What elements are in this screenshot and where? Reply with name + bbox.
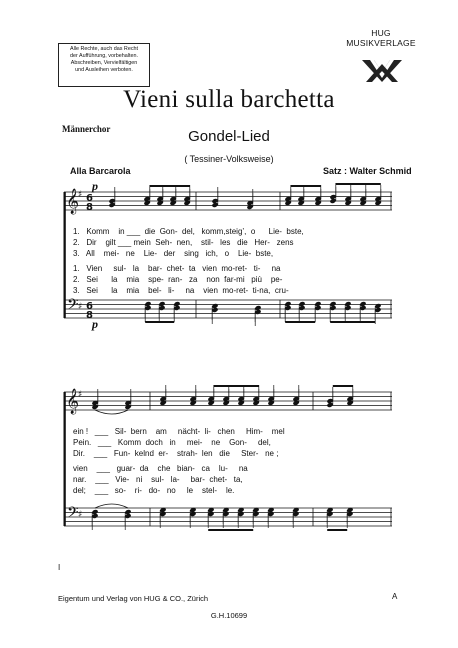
clef-icon: 𝄞 xyxy=(66,389,80,414)
time-signature-top: 6 xyxy=(86,301,93,312)
lyric-line: Dir. ___ Fun- kelnd er- strah- len die Ster- ne ; xyxy=(73,449,279,458)
lyric-line: 2. Dir gilt ___ mein Seh- nen, stil- les die Her- zens xyxy=(73,238,294,247)
lyric-line: 3. Sei la mia bel- li- na vien mo-ret- ti-na, cru- xyxy=(73,286,289,295)
rights-line: und Ausleihen verboten. xyxy=(75,67,133,73)
dynamic-lower: p xyxy=(92,317,98,331)
subtitle: Gondel-Lied xyxy=(188,128,270,145)
time-signature-bottom: 8 xyxy=(86,202,93,213)
lyric-line: 2. Sei la mia spe- ran- za non far-mi più pe- xyxy=(73,275,283,284)
page-number: I xyxy=(58,563,61,572)
clef-icon: 𝄢 xyxy=(67,296,79,317)
page-mark: A xyxy=(392,592,398,601)
clef-icon: 𝄢 xyxy=(67,504,79,525)
time-signature-bottom: 8 xyxy=(86,310,93,321)
lyric-line: ein ! ___ Sil- bern am nächt- li- chen Him- mel xyxy=(73,427,285,436)
lyric-line: 3. All mei- ne Lie- der sing ich, o Lie- bste, xyxy=(73,249,274,258)
page-title: Vieni sulla barchetta xyxy=(123,86,335,113)
time-signature-top: 6 xyxy=(86,193,93,204)
arranger-credit: Satz : Walter Schmid xyxy=(323,166,412,176)
dynamic-upper: p xyxy=(92,179,98,193)
key-signature-icon: ♯ xyxy=(78,302,83,312)
rights-line: Alle Rechte, auch das Recht xyxy=(69,46,139,52)
key-signature-icon: ♯ xyxy=(78,510,83,520)
tie xyxy=(95,504,128,508)
voices-label: Männerchor xyxy=(62,124,111,134)
lyric-line: 1. Komm in ___ die Gon- del, komm,steig’, o Lie- bste, xyxy=(73,227,304,236)
publisher-line-1: HUG xyxy=(371,28,391,38)
plate-number: G.H.10699 xyxy=(210,611,248,620)
rights-line: Abschreiben, Vervielfältigen xyxy=(70,60,138,66)
footer-imprint: Eigentum und Verlag von HUG & CO., Zürich xyxy=(58,594,209,603)
tempo-marking: Alla Barcarola xyxy=(70,166,131,176)
lyric-line: del; ___ so- ri- do- no le stel- le. xyxy=(73,486,235,495)
lyric-line: Pein. ___ Komm doch in mei- ne Gon- del, xyxy=(73,438,271,447)
key-signature-icon: ♯ xyxy=(78,390,83,400)
tie xyxy=(95,410,128,414)
rights-line: der Aufführung, vorbehalten. xyxy=(70,53,138,59)
lyric-line: nar. ___ Vie- ni sul- la- bar- chet- ta, xyxy=(73,475,243,484)
publisher-line-2: MUSIKVERLAGE xyxy=(346,38,416,48)
lyric-line: 1. Vien sul- la bar- chet- ta vien mo-ret- ti- na xyxy=(73,264,281,273)
lyric-line: vien ___ guar- da che bian- ca lu- na xyxy=(73,464,248,473)
key-signature-icon: ♯ xyxy=(78,190,83,200)
origin-note: ( Tessiner-Volksweise) xyxy=(184,154,274,164)
clef-icon: 𝄞 xyxy=(66,189,80,214)
